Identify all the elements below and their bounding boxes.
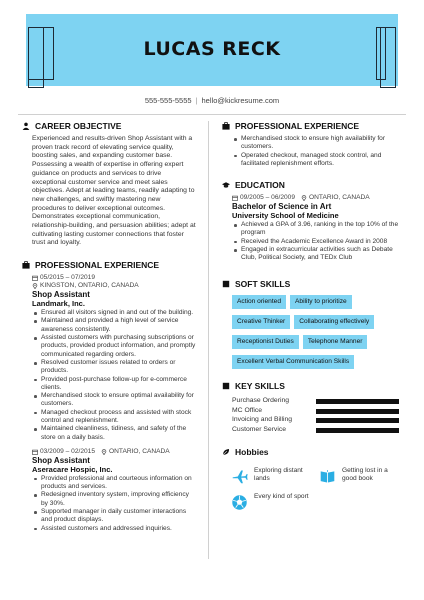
hobbies-list [220, 461, 408, 517]
skill-tag: Excellent Verbal Communication Skills [232, 355, 354, 369]
skill-level-bar [316, 399, 399, 404]
skill-tag: Collaborating effectively [294, 315, 374, 329]
briefcase-icon [20, 261, 32, 269]
list-item: Maintained cleanliness, tidiness, and safety of the store on a daily basis. [32, 425, 196, 442]
header-divider [18, 114, 406, 115]
soft-skills-heading: SOFT SKILLS [220, 279, 408, 289]
email-address: hello@kickresume.com [201, 96, 280, 105]
leaf-icon [220, 448, 232, 456]
job-dates: 05/2015 – 07/2019 [40, 274, 96, 282]
skill-tag: Creative Thinker [232, 315, 290, 329]
education-bullets [232, 221, 408, 262]
skill-name: Invoicing and Billing [232, 416, 293, 424]
experience-heading: PROFESSIONAL EXPERIENCE [220, 121, 408, 131]
contact-separator: | [195, 96, 198, 105]
list-item: Received the Academic Excellence Award in 2008 [232, 238, 408, 246]
career-objective-text: Experienced and results-driven Shop Assistant with a proven track record of elevating service quality, boosting sales, and expanding customer base. Possessing a wealth of expertise in offering expert guidance on products and services to drive exceptional customer service and meet sales objectives. Adept at leading teams, readily adapting to new challenges, and swiftly mastering new procedures to deliver exceptional outcomes. Demonstrates exceptional communication, relationship-building, and persuasion abilities; adept at cultivating lasting customer connections that foster trust and loyalty. [32, 135, 196, 247]
skill-row [232, 416, 408, 426]
skill-level-bar [316, 409, 399, 414]
hobby-label: Every kind of sport [254, 493, 309, 501]
list-item: Merchandised stock to ensure optimal availability for customers. [32, 392, 196, 409]
list-item: Supported manager in daily customer interactions and product displays. [32, 508, 196, 525]
hobby-item [316, 465, 404, 487]
job-meta [32, 282, 196, 290]
job-meta [32, 274, 196, 282]
job-title: Shop Assistant [32, 455, 90, 465]
list-item: Redesigned inventory system, improving efficiency by 30%. [32, 491, 196, 508]
list-item: Resolved customer issues related to orders or products. [32, 359, 196, 376]
education-heading: EDUCATION [220, 180, 408, 190]
skill-tag: Ability to prioritize [290, 295, 352, 309]
list-item: Merchandised stock to ensure high availability for customers. [232, 135, 408, 152]
hobbies-heading: Hobbies [220, 447, 408, 457]
candidate-name: LUCAS RECK [143, 38, 281, 60]
job-location: ONTARIO, CANADA [109, 447, 170, 455]
contact-line [0, 96, 424, 105]
hobby-item [228, 491, 316, 513]
job-title: Shop Assistant [32, 290, 90, 300]
experience-continued [220, 135, 408, 168]
list-item: Managed checkout process and assisted with stock control and replenishment. [32, 409, 196, 426]
degree: Bachelor of Science in Art [232, 202, 332, 212]
resume-header [26, 14, 398, 86]
job-dates: 03/2009 – 02/2015 [40, 447, 96, 455]
location-pin-icon [32, 283, 38, 289]
calendar-icon [232, 195, 238, 201]
education-meta [232, 194, 408, 202]
list-item: Operated checkout, managed stock control, and facilitated replenishment efforts. [232, 152, 408, 169]
skill-name: Customer Service [232, 425, 287, 433]
book-icon [316, 465, 338, 487]
job-location: KINGSTON, ONTARIO, CANADA [40, 282, 139, 290]
skill-row [232, 397, 408, 407]
list-item: Achieved a GPA of 3.96, ranking in the top 10% of the program [232, 221, 408, 238]
job-bullets [232, 135, 408, 168]
list-item: Assisted customers and addressed inquiries. [32, 525, 196, 533]
education-dates: 09/2005 – 06/2009 [240, 194, 296, 202]
airplane-icon [228, 465, 250, 487]
square-icon [220, 280, 232, 288]
list-item: Provided professional and courteous information on products and services. [32, 475, 196, 492]
job-company: Landmark, Inc. [32, 299, 85, 309]
right-column [220, 121, 408, 517]
list-item: Ensured all visitors signed in and out of the building. [32, 309, 196, 317]
column-divider [208, 121, 209, 559]
school: University School of Medicine [232, 211, 339, 221]
hobby-item [228, 465, 316, 487]
hobby-label: Getting lost in a good book [342, 467, 388, 483]
skill-tag: Action oriented [232, 295, 286, 309]
job-bullets [32, 475, 196, 533]
list-item: Provided post-purchase follow-up for e-commerce clients. [32, 376, 196, 393]
list-item: Assisted customers with purchasing subscriptions or products, provided product information, and promptly communicated regarding orders. [32, 334, 196, 359]
calendar-icon [32, 275, 38, 281]
job-company: Aseracare Hospic, Inc. [32, 464, 113, 474]
phone-number: 555-555-5555 [144, 96, 192, 105]
location-pin-icon [101, 449, 107, 455]
calendar-icon [32, 449, 38, 455]
square-icon [220, 382, 232, 390]
left-column [20, 121, 196, 533]
list-item: Maintained and provided a high level of service awareness consistently. [32, 317, 196, 334]
skill-name: MC Office [232, 406, 263, 414]
list-item: Engaged in extracurricular activities such as Debate Club, Political Society, and TEDx Club [232, 246, 408, 263]
job-entry [20, 274, 196, 442]
graduation-cap-icon [220, 181, 232, 189]
skill-tag: Telephone Manner [303, 335, 368, 349]
education-location: ONTARIO, CANADA [309, 194, 370, 202]
key-skills-heading: KEY SKILLS [220, 381, 408, 391]
skill-level-bar [316, 418, 399, 423]
hobby-label: Exploring distant lands [254, 467, 303, 483]
skill-row [232, 406, 408, 416]
job-meta [32, 448, 196, 456]
key-skills-list [220, 395, 408, 435]
skill-name: Purchase Ordering [232, 397, 290, 405]
briefcase-icon [220, 122, 232, 130]
skill-row [232, 425, 408, 435]
location-pin-icon [301, 195, 307, 201]
skill-level-bar [316, 428, 399, 433]
job-bullets [32, 309, 196, 442]
experience-heading: PROFESSIONAL EXPERIENCE [20, 260, 196, 270]
soft-skills-list [220, 293, 408, 369]
user-icon [20, 122, 32, 130]
skill-tag: Receptionist Duties [232, 335, 299, 349]
education-entry [220, 194, 408, 262]
soccer-ball-icon [228, 491, 250, 513]
career-objective-heading: CAREER OBJECTIVE [20, 121, 196, 131]
job-entry [20, 448, 196, 533]
